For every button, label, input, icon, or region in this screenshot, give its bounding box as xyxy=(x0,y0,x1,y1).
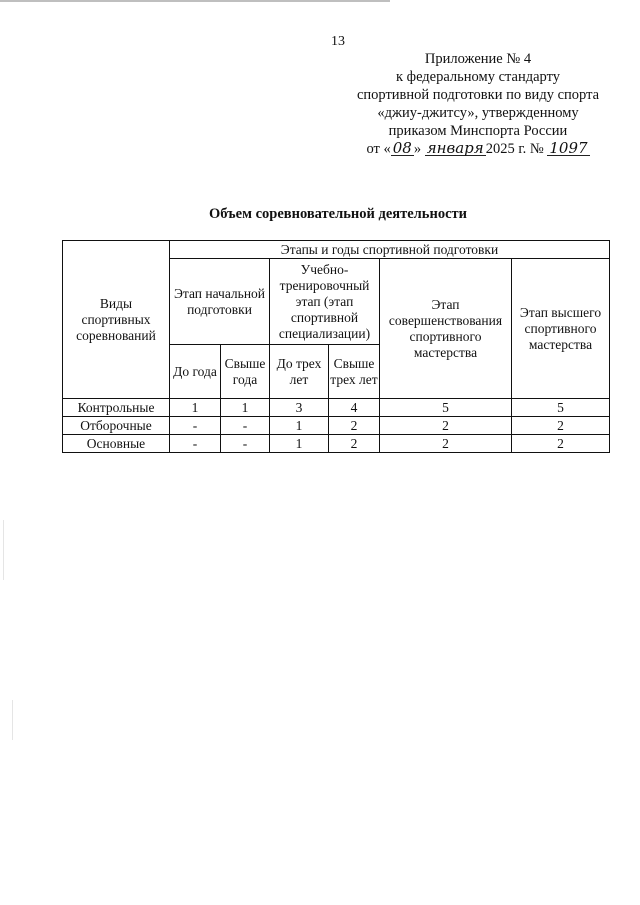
table-cell: 4 xyxy=(329,399,380,417)
appendix-block xyxy=(340,50,616,158)
scan-artifact xyxy=(12,700,13,740)
table-cell: 5 xyxy=(380,399,512,417)
header-stage-improvement: Этап совершенствования спортивного мастерства xyxy=(380,259,512,399)
table-cell: - xyxy=(170,417,221,435)
document-title: Объем соревновательной деятельности xyxy=(209,206,467,222)
table-cell: 1 xyxy=(270,435,329,453)
table-row xyxy=(63,435,610,453)
table-cell: 2 xyxy=(329,417,380,435)
date-month-handwritten: января xyxy=(426,139,484,157)
row-name: Отборочные xyxy=(63,417,170,435)
table-row xyxy=(63,399,610,417)
date-prefix: от « xyxy=(366,141,391,157)
table-cell: - xyxy=(170,435,221,453)
table-cell: 1 xyxy=(270,417,329,435)
date-day-handwritten: 08 xyxy=(392,139,412,157)
table-cell: 2 xyxy=(329,435,380,453)
order-number-handwritten: 1097 xyxy=(549,139,588,157)
page-number: 13 xyxy=(331,34,345,49)
header-stage-training: Учебно-тренировочный этап (этап спортивной специализации) xyxy=(270,259,380,345)
appendix-line: спортивной подготовки по виду спорта xyxy=(356,87,600,103)
header-stages: Этапы и годы спортивной подготовки xyxy=(170,241,610,259)
table-cell: - xyxy=(221,435,270,453)
appendix-line: к федеральному стандарту xyxy=(396,69,560,85)
header-up-to-year: До года xyxy=(170,345,221,399)
competition-volume-table xyxy=(62,240,610,453)
date-year: 2025 г. № xyxy=(485,141,544,157)
header-stage-initial: Этап начальной подготовки xyxy=(170,259,270,345)
row-name: Контрольные xyxy=(63,399,170,417)
table-cell: 1 xyxy=(170,399,221,417)
table-cell: 2 xyxy=(380,435,512,453)
table-cell: 3 xyxy=(270,399,329,417)
table-cell: - xyxy=(221,417,270,435)
date-mid: » xyxy=(413,141,422,157)
header-competition-kind: Виды спортивных соревнований xyxy=(63,241,170,399)
appendix-line: Приложение № 4 xyxy=(424,51,532,67)
table-header-row xyxy=(63,241,610,259)
table-row xyxy=(63,417,610,435)
header-over-three-years: Свыше трех лет xyxy=(329,345,380,399)
header-up-to-three-years: До трех лет xyxy=(270,345,329,399)
header-over-year: Свыше года xyxy=(221,345,270,399)
header-stage-highest: Этап высшего спортивного мастерства xyxy=(512,259,610,399)
table-cell: 2 xyxy=(512,435,610,453)
table-cell: 2 xyxy=(512,417,610,435)
appendix-date-line xyxy=(340,140,616,158)
table-cell: 5 xyxy=(512,399,610,417)
appendix-line: «джиу-джитсу», утвержденному xyxy=(377,105,579,121)
table-cell: 2 xyxy=(380,417,512,435)
appendix-line: приказом Минспорта России xyxy=(388,123,568,139)
scan-artifact xyxy=(3,520,4,580)
scan-top-rule xyxy=(0,0,390,2)
table-cell: 1 xyxy=(221,399,270,417)
row-name: Основные xyxy=(63,435,170,453)
